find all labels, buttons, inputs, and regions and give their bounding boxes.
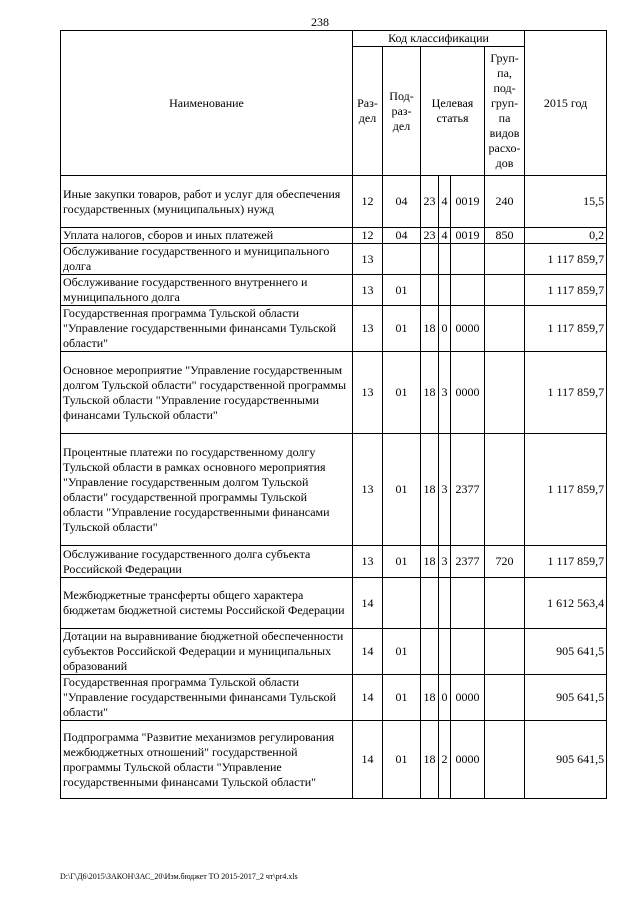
row-cs-direction: 0000 — [451, 721, 485, 799]
table-row — [61, 434, 607, 546]
row-cs-subprogram — [439, 578, 451, 629]
row-amount: 1 117 859,7 — [525, 352, 607, 434]
row-vid — [485, 578, 525, 629]
page-number: 238 — [311, 15, 329, 29]
row-cs-subprogram: 3 — [439, 352, 451, 434]
row-cs-program: 23 — [421, 176, 439, 228]
row-podrazdel: 01 — [383, 721, 421, 799]
row-cs-direction: 2377 — [451, 434, 485, 546]
table-row — [61, 352, 607, 434]
header-gruppa-line: расхо- — [488, 141, 521, 155]
row-cs-program: 18 — [421, 675, 439, 721]
row-razdel: 13 — [353, 434, 383, 546]
row-podrazdel: 01 — [383, 675, 421, 721]
row-cs-subprogram — [439, 629, 451, 675]
table-row — [61, 721, 607, 799]
row-vid — [485, 434, 525, 546]
row-cs-program: 18 — [421, 352, 439, 434]
row-vid — [485, 275, 525, 306]
row-cs-program: 18 — [421, 721, 439, 799]
row-razdel: 14 — [353, 721, 383, 799]
row-vid — [485, 675, 525, 721]
row-name: Обслуживание государственного долга субъекта Российской Федерации — [61, 546, 353, 578]
row-razdel: 13 — [353, 275, 383, 306]
row-name: Обслуживание государственного и муниципального долга — [61, 244, 353, 275]
row-vid — [485, 629, 525, 675]
row-vid — [485, 352, 525, 434]
row-name: Подпрограмма "Развитие механизмов регулирования межбюджетных отношений" государственной программы Тульской области "Управление государственными финансами Тульской области" — [61, 721, 353, 799]
row-podrazdel: 01 — [383, 434, 421, 546]
row-amount: 1 117 859,7 — [525, 244, 607, 275]
header-razdel — [353, 47, 383, 176]
header-gruppa-line: па — [498, 111, 511, 125]
row-razdel: 13 — [353, 306, 383, 352]
row-podrazdel: 01 — [383, 546, 421, 578]
row-cs-program — [421, 275, 439, 306]
header-gruppa-line: па, — [497, 66, 512, 80]
row-name: Межбюджетные трансферты общего характера бюджетам бюджетной системы Российской Федерации — [61, 578, 353, 629]
row-vid: 850 — [485, 228, 525, 244]
header-code: Код классификации — [353, 31, 525, 47]
row-amount: 1 117 859,7 — [525, 546, 607, 578]
row-cs-subprogram: 3 — [439, 546, 451, 578]
row-podrazdel: 01 — [383, 352, 421, 434]
row-cs-subprogram: 0 — [439, 306, 451, 352]
row-razdel: 14 — [353, 629, 383, 675]
row-cs-subprogram: 4 — [439, 176, 451, 228]
row-vid: 720 — [485, 546, 525, 578]
row-cs-direction — [451, 275, 485, 306]
row-cs-subprogram: 0 — [439, 675, 451, 721]
row-razdel: 13 — [353, 244, 383, 275]
row-cs-direction: 0019 — [451, 228, 485, 244]
header-podrazdel-line: Под- — [389, 88, 414, 103]
row-cs-subprogram — [439, 244, 451, 275]
header-gruppa-line: под- — [493, 81, 516, 95]
header-razdel-line: Раз- — [357, 96, 378, 110]
row-podrazdel: 01 — [383, 306, 421, 352]
table-row — [61, 629, 607, 675]
row-cs-program — [421, 244, 439, 275]
row-cs-direction — [451, 244, 485, 275]
row-name: Обслуживание государственного внутреннего и муниципального долга — [61, 275, 353, 306]
table-row — [61, 244, 607, 275]
budget-table — [60, 30, 607, 799]
header-gruppa-line: видов — [489, 126, 520, 140]
header-razdel-line: дел — [358, 111, 377, 125]
header-tselevaya-line: статья — [436, 111, 469, 125]
header-row-1 — [61, 31, 607, 47]
row-cs-direction — [451, 629, 485, 675]
row-name: Процентные платежи по государственному долгу Тульской области в рамках основного мероприятия "Управление государственным долгом Тульской области" государственной программы Тульской области "Управление государственными финансами Тульской области" — [61, 434, 353, 546]
row-cs-program: 18 — [421, 434, 439, 546]
row-amount: 1 117 859,7 — [525, 306, 607, 352]
row-cs-program: 23 — [421, 228, 439, 244]
table-row — [61, 306, 607, 352]
row-cs-direction: 0000 — [451, 675, 485, 721]
row-podrazdel — [383, 578, 421, 629]
header-gruppa-line: Груп- — [490, 51, 519, 65]
header-tselevaya-line: Целевая — [431, 96, 474, 110]
row-cs-program — [421, 629, 439, 675]
row-podrazdel: 01 — [383, 629, 421, 675]
row-podrazdel: 04 — [383, 228, 421, 244]
row-amount: 15,5 — [525, 176, 607, 228]
row-cs-subprogram: 4 — [439, 228, 451, 244]
table-row — [61, 176, 607, 228]
row-name: Уплата налогов, сборов и иных платежей — [61, 228, 353, 244]
row-amount: 1 117 859,7 — [525, 434, 607, 546]
table-row — [61, 228, 607, 244]
row-amount: 905 641,5 — [525, 721, 607, 799]
row-vid — [485, 306, 525, 352]
row-cs-program — [421, 578, 439, 629]
row-name: Государственная программа Тульской области "Управление государственными финансами Тульской области" — [61, 675, 353, 721]
row-razdel: 13 — [353, 546, 383, 578]
row-name: Основное мероприятие "Управление государственным долгом Тульской области" государственной программы Тульской области "Управление государственными финансами Тульской области" — [61, 352, 353, 434]
row-podrazdel — [383, 244, 421, 275]
table-row — [61, 675, 607, 721]
header-year: 2015 год — [525, 31, 607, 176]
row-cs-subprogram: 3 — [439, 434, 451, 546]
row-cs-subprogram: 2 — [439, 721, 451, 799]
row-amount: 905 641,5 — [525, 629, 607, 675]
row-cs-direction — [451, 578, 485, 629]
row-cs-direction: 0000 — [451, 306, 485, 352]
row-vid — [485, 721, 525, 799]
header-podrazdel-line: дел — [392, 118, 411, 133]
row-razdel: 12 — [353, 176, 383, 228]
header-tselevaya — [421, 47, 485, 176]
table-row — [61, 578, 607, 629]
row-cs-program: 18 — [421, 306, 439, 352]
row-amount: 905 641,5 — [525, 675, 607, 721]
header-gruppa — [485, 47, 525, 176]
row-razdel: 14 — [353, 578, 383, 629]
header-gruppa-line: дов — [495, 156, 514, 170]
row-razdel: 13 — [353, 352, 383, 434]
header-name: Наименование — [61, 31, 353, 176]
row-razdel: 14 — [353, 675, 383, 721]
row-amount: 1 612 563,4 — [525, 578, 607, 629]
row-amount: 0,2 — [525, 228, 607, 244]
row-name: Государственная программа Тульской области "Управление государственными финансами Тульской области" — [61, 306, 353, 352]
row-amount: 1 117 859,7 — [525, 275, 607, 306]
row-cs-subprogram — [439, 275, 451, 306]
row-cs-direction: 0019 — [451, 176, 485, 228]
row-razdel: 12 — [353, 228, 383, 244]
header-podrazdel — [383, 47, 421, 176]
row-name: Иные закупки товаров, работ и услуг для обеспечения государственных (муниципальных) нужд — [61, 176, 353, 228]
footer-file-path: D:\Г\Д6\2015\ЗАКОН\ЗАС_20\Изм.бюджет ТО 2015-2017_2 чт\pr4.xls — [60, 872, 298, 881]
table-row — [61, 546, 607, 578]
row-vid — [485, 244, 525, 275]
header-gruppa-line: груп- — [490, 96, 519, 110]
row-name: Дотации на выравнивание бюджетной обеспеченности субъектов Российской Федерации и муниципальных образований — [61, 629, 353, 675]
row-vid: 240 — [485, 176, 525, 228]
row-cs-program: 18 — [421, 546, 439, 578]
row-cs-direction: 2377 — [451, 546, 485, 578]
table-row — [61, 275, 607, 306]
row-podrazdel: 01 — [383, 275, 421, 306]
row-cs-direction: 0000 — [451, 352, 485, 434]
row-podrazdel: 04 — [383, 176, 421, 228]
header-podrazdel-line: раз- — [391, 103, 412, 118]
